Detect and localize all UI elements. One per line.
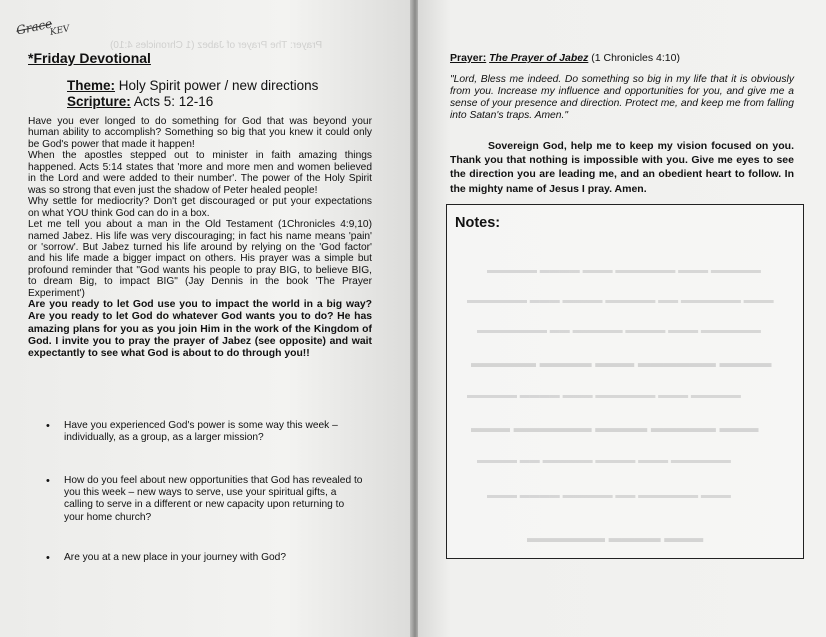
notes-box (446, 204, 804, 559)
show-through-line: ▬▬▬ ▬▬▬▬ ▬▬▬▬▬▬ (527, 530, 704, 545)
bleed-through: Prayer: The Prayer of Jabez (1 Chronicles 4:10) (110, 40, 323, 51)
closing-prayer: Sovereign God, help me to keep my vision focused on you. Thank you that nothing is impossible with you. Give me eyes to see the direction you are leading me, and an obedient heart to follow. In the mighty name of Jesus I pray. Amen. (450, 140, 794, 195)
page-title: *Friday Devotional (28, 50, 151, 66)
theme-line (67, 78, 318, 93)
scripture-label: Scripture: (67, 94, 131, 109)
prayer-title: The Prayer of Jabez (489, 52, 589, 64)
question-text: Have you experienced God's power is some way this week – individually, as a group, as a larger mission? (64, 420, 338, 444)
show-through-line: ▬▬▬ ▬▬▬▬▬▬ ▬▬ ▬▬▬▬▬ ▬▬▬▬ ▬▬▬ (487, 490, 731, 501)
theme-label: Theme: (67, 78, 116, 93)
handwritten-initials: KEV (49, 24, 71, 38)
prayer-reference: (1 Chronicles 4:10) (588, 52, 680, 64)
show-through-line: ▬▬▬▬▬▬ ▬▬▬ ▬▬▬▬ ▬▬▬▬▬ ▬▬ ▬▬▬▬▬▬▬ (477, 325, 761, 336)
show-through-line: ▬▬▬▬ ▬▬▬▬▬▬ ▬▬▬ ▬▬▬▬ ▬▬▬▬▬ (471, 355, 772, 370)
question-text: How do you feel about new opportunities that God has revealed to you this week – new ways to serve, use your spiritual gifts, a calling to serve in a different or new capacity upon returning to your home church? (64, 475, 363, 523)
show-through-line: ▬▬▬▬▬ ▬▬▬ ▬▬▬▬▬▬ ▬▬▬ ▬▬▬▬ ▬▬▬▬▬ (467, 390, 741, 401)
scripture-value: Acts 5: 12-16 (130, 94, 214, 109)
jabez-prayer-text: "Lord, Bless me indeed. Do something so big in my life that it is obviously from you. Increase my influence and opportunities for you, and give me a sense of your presence and direction. Protect me, and keep me from falling into Satan's traps. Amen." (450, 74, 794, 122)
paragraph: Let me tell you about a man in the Old Testament (1Chronicles 4:9,10) named Jabez. His life was very discouraging; in fact his name means 'pain' or 'sorrow'. But Jabez turned his life around by relying on the 'God factor' and his life made a bigger impact on others. His prayer was a simple but profound reminder that "God wants his people to pray BIG, to believe BIG, to dream Big, to impact BIG" (Jay Dennis in the book 'The Prayer Experiment') (28, 219, 372, 299)
bullet-icon: • (46, 552, 50, 564)
paragraph: When the apostles stepped out to minister in faith amazing things happened. Acts 5:14 states that 'more and more men and women believed in the Lord and were added to their number'. The power of the Holy Spirit was so strong that even just the shadow of Peter healed people! (28, 150, 372, 196)
paragraph: Why settle for mediocrity? Don't get discouraged or put your expectations on what YOU think God can do in a box. (28, 196, 372, 219)
bullet-icon: • (46, 420, 50, 432)
bullet-icon: • (46, 475, 50, 487)
handwritten-note: Grace (14, 16, 54, 38)
invitation-paragraph: Are you ready to let God use you to impact the world in a big way? Are you ready to let God do whatever God wants you to do? He has amazing plans for you as you join Him in the work of the Kingdom of God. I invite you to pray the prayer of Jabez (see opposite) and wait expectantly to see what God is about to do through you!! (28, 299, 372, 360)
theme-value: Holy Spirit power / new directions (115, 78, 319, 93)
prayer-label: Prayer: (450, 52, 487, 64)
right-page (418, 0, 826, 637)
prayer-heading (450, 52, 680, 64)
notes-title: Notes: (455, 215, 501, 231)
paragraph: Have you ever longed to do something for God that was beyond your human ability to accomplish? Something so big that you knew it could only be God's power that made it happen! (28, 116, 372, 150)
show-through-line: ▬▬▬ ▬▬▬▬▬▬ ▬▬ ▬▬▬▬▬ ▬▬▬▬ ▬▬▬ ▬▬▬▬▬▬ (467, 295, 774, 306)
devotional-body (28, 116, 372, 360)
show-through-line: ▬▬▬▬▬ ▬▬▬ ▬▬▬▬▬▬ ▬▬▬ ▬▬▬▬ ▬▬▬▬▬ (487, 265, 761, 276)
question-text: Are you at a new place in your journey with God? (64, 552, 286, 563)
left-page (0, 0, 412, 637)
show-through-line: ▬▬▬▬▬▬ ▬▬▬ ▬▬▬▬ ▬▬▬▬▬ ▬▬ ▬▬▬▬ (477, 455, 731, 466)
show-through-line: ▬▬▬ ▬▬▬▬▬ ▬▬▬▬ ▬▬▬▬▬▬ ▬▬▬ (471, 420, 759, 435)
scripture-line (67, 94, 213, 109)
